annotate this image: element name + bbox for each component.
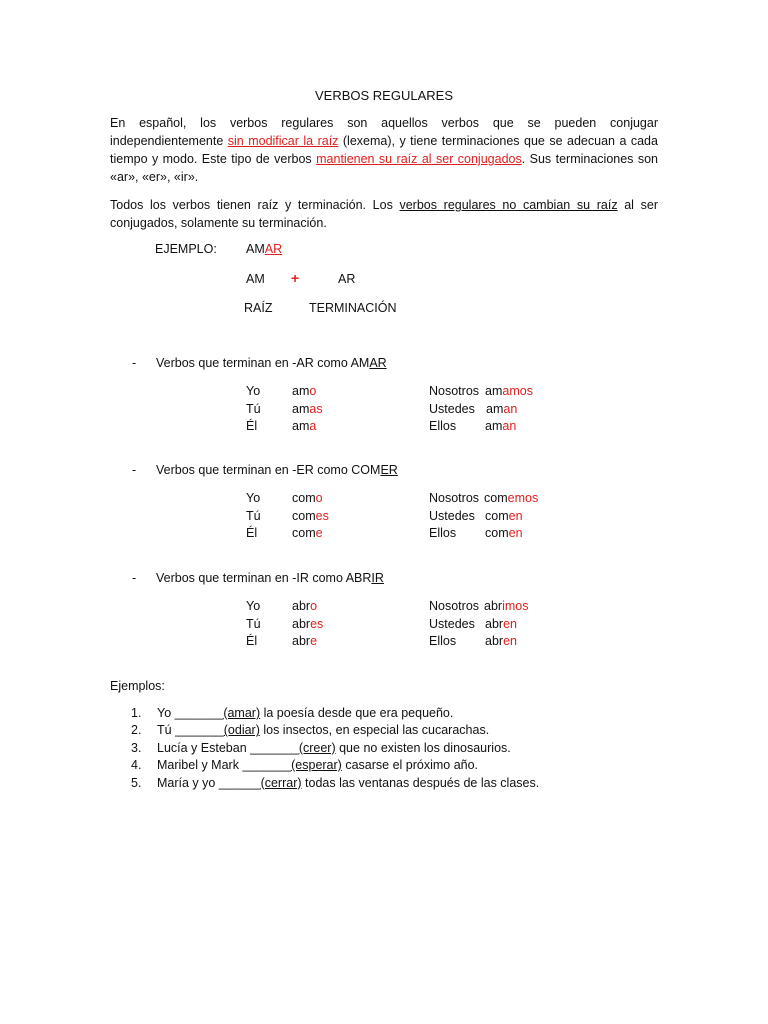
singular-forms-ar: amo amas ama <box>292 384 323 434</box>
intro-paragraph-2 <box>110 196 658 232</box>
page-title: VERBOS REGULARES <box>315 88 453 103</box>
list-item: 3. Lucía y Esteban _______(creer) que no existen los dinosaurios. <box>131 740 511 755</box>
highlight-sin-modificar: sin modificar la raíz <box>227 134 339 148</box>
intro-text: . Sus terminaciones son «ar», «er», «ir». <box>110 152 659 184</box>
list-item: 4. Maribel y Mark _______(esperar) casarse el próximo año. <box>131 758 479 773</box>
singular-forms-er: como comes come <box>292 491 329 541</box>
example-label: EJEMPLO: <box>155 242 217 256</box>
section-dash: - <box>132 571 137 585</box>
intro-text: al ser conjugados, solamente su terminación. <box>110 198 658 230</box>
section-dash: - <box>132 356 137 370</box>
intro-text: Todos los verbos tienen raíz y terminación. Los <box>110 198 393 212</box>
example-ending-part: AR <box>338 272 356 286</box>
plus-sign: + <box>291 270 300 286</box>
list-item: 2. Tú _______(odiar) los insectos, en especial las cucarachas. <box>131 723 490 738</box>
terminacion-label: TERMINACIÓN <box>309 301 397 315</box>
pronoun-column-er: Yo Tú Él <box>246 491 261 541</box>
intro-text: En español, los verbos regulares son aquellos verbos que se pueden conjugar independientemente <box>110 116 658 148</box>
ejemplos-heading: Ejemplos: <box>110 679 165 693</box>
highlight-no-cambian: verbos regulares no cambian su raíz <box>399 198 618 212</box>
list-item: 1. Yo _______(amar) la poesía desde que era pequeño. <box>131 706 454 720</box>
plural-pronouns-er: Nosotros Ustedes Ellos <box>429 491 480 541</box>
example-root-part: AM <box>246 272 265 286</box>
section-heading-ar: Verbos que terminan en -AR como AMAR <box>156 356 387 370</box>
plural-pronouns-ar: Nosotros Ustedes Ellos <box>429 384 480 434</box>
exercise-list <box>110 705 539 792</box>
section-heading-er: Verbos que terminan en -ER como COMER <box>156 463 398 477</box>
pronoun-column-ar: Yo Tú Él <box>246 384 261 434</box>
list-item: 5. María y yo ______(cerrar) todas las ventanas después de las clases. <box>131 775 540 790</box>
intro-paragraph-1 <box>110 114 658 186</box>
section-heading-ir: Verbos que terminan en -IR como ABRIR <box>156 571 384 585</box>
singular-forms-ir: abro abres abre <box>292 599 324 649</box>
highlight-mantienen: mantienen su raíz al ser conjugados <box>316 152 522 166</box>
plural-forms-ar: amamos aman aman <box>485 384 533 434</box>
plural-forms-er: comemos comen comen <box>484 491 539 541</box>
plural-pronouns-ir: Nosotros Ustedes Ellos <box>429 599 480 649</box>
section-dash: - <box>132 463 137 477</box>
example-word: AMAR <box>246 242 283 256</box>
raiz-label: RAÍZ <box>244 301 273 315</box>
intro-text: (lexema), y tiene terminaciones que se adecuan a cada tiempo y modo. Este tipo de verbos <box>110 134 658 166</box>
plural-forms-ir: abrimos abren abren <box>484 599 529 649</box>
pronoun-column-ir: Yo Tú Él <box>246 599 261 649</box>
